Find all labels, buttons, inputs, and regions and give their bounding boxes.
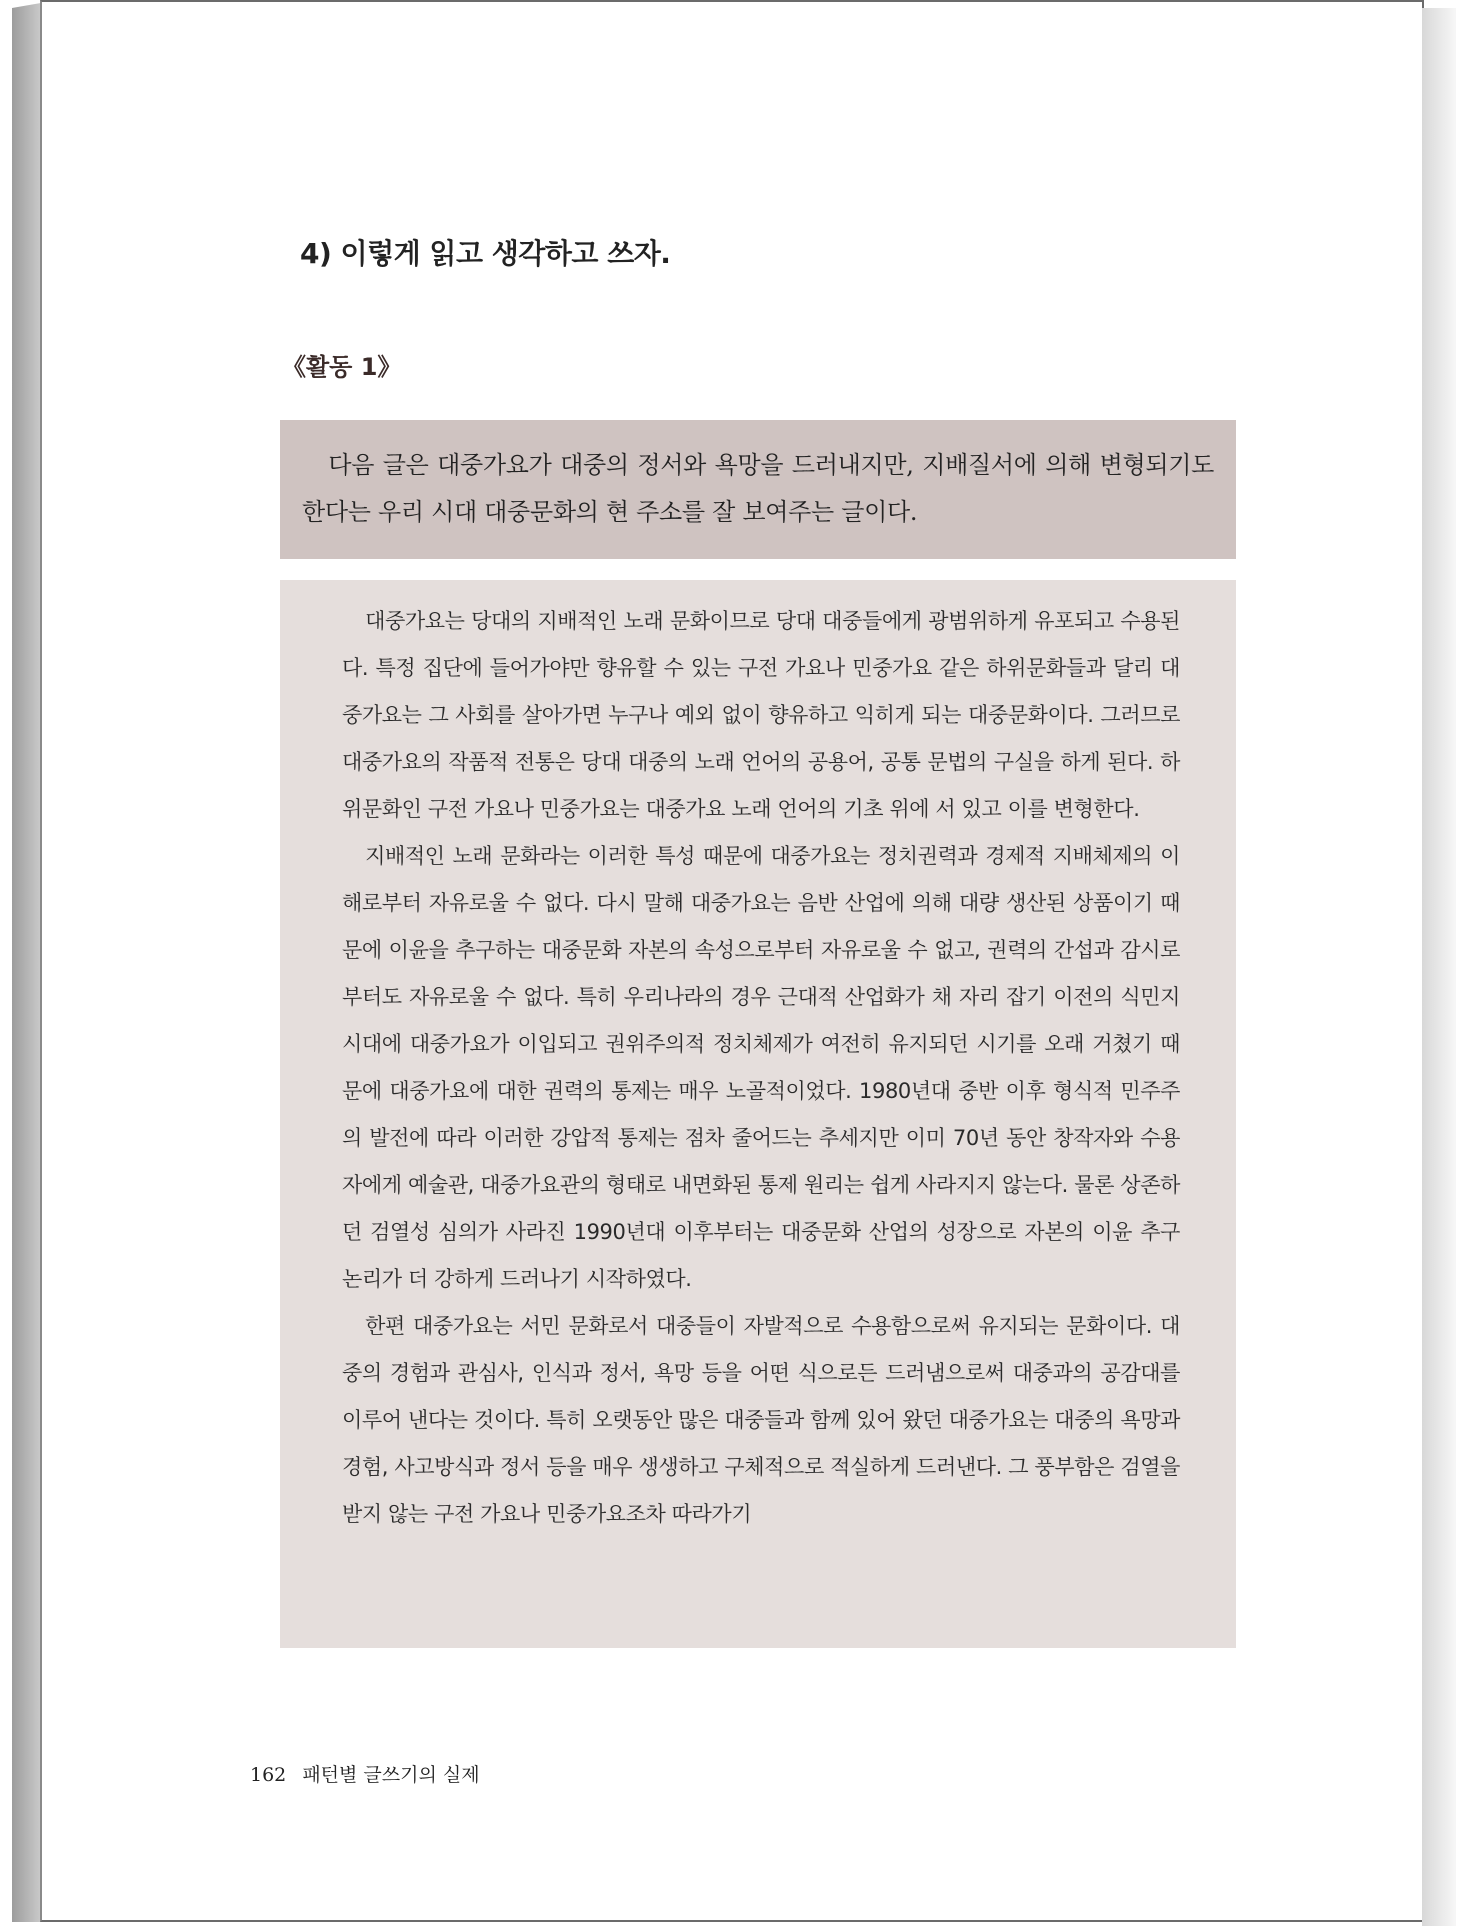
activity-label: 《활동 1》	[282, 353, 402, 381]
section-heading: 4) 이렇게 읽고 생각하고 쓰자.	[300, 237, 671, 270]
passage-paragraph: 한편 대중가요는 서민 문화로서 대중들이 자발적으로 수용함으로써 유지되는 문화이다. 대중의 경험과 관심사, 인식과 정서, 욕망 등을 어떤 식으로든 드러냄으로써 대중과의 공감대를 이루어 낸다는 것이다. 특히 오랫동안 많은 대중들과 함께 있어 왔던 대중가요는 대중의 욕망과 경험, 사고방식과 정서 등을 매우 생생하고 구체적으로 적실하게 드러낸다. 그 풍부함은 검열을 받지 않는 구전 가요나 민중가요조차 따라가기	[342, 1314, 1180, 1526]
book-title: 패턴별 글쓰기의 실제	[302, 1764, 480, 1786]
prompt-text: 다음 글은 대중가요가 대중의 정서와 욕망을 드러내지만, 지배질서에 의해 변형되기도 한다는 우리 시대 대중문화의 현 주소를 잘 보여주는 글이다.	[302, 451, 1214, 526]
page-number: 162	[250, 1764, 287, 1786]
passage-paragraph: 대중가요는 당대의 지배적인 노래 문화이므로 당대 대중들에게 광범위하게 유포되고 수용된다. 특정 집단에 들어가야만 향유할 수 있는 구전 가요나 민중가요 같은 하위문화들과 달리 대중가요는 그 사회를 살아가면 누구나 예외 없이 향유하고 익히게 되는 대중문화이다. 그러므로 대중가요의 작품적 전통은 당대 대중의 노래 언어의 공용어, 공통 문법의 구실을 하게 된다. 하위문화인 구전 가요나 민중가요는 대중가요 노래 언어의 기초 위에 서 있고 이를 변형한다.	[342, 609, 1180, 821]
reading-passage	[280, 580, 1236, 1648]
page-footer	[250, 1760, 480, 1787]
prompt-box	[280, 420, 1236, 559]
passage-paragraph: 지배적인 노래 문화라는 이러한 특성 때문에 대중가요는 정치권력과 경제적 지배체제의 이해로부터 자유로울 수 없다. 다시 말해 대중가요는 음반 산업에 의해 대량 생산된 상품이기 때문에 이윤을 추구하는 대중문화 자본의 속성으로부터 자유로울 수 없고, 권력의 간섭과 감시로부터도 자유로울 수 없다. 특히 우리나라의 경우 근대적 산업화가 채 자리 잡기 이전의 식민지 시대에 대중가요가 이입되고 권위주의적 정치체제가 여전히 유지되던 시기를 오래 거쳤기 때문에 대중가요에 대한 권력의 통제는 매우 노골적이었다. 1980년대 중반 이후 형식적 민주주의 발전에 따라 이러한 강압적 통제는 점차 줄어드는 추세지만 이미 70년 동안 창작자와 수용자에게 예술관, 대중가요관의 형태로 내면화된 통제 원리는 쉽게 사라지지 않는다. 물론 상존하던 검열성 심의가 사라진 1990년대 이후부터는 대중문화 산업의 성장으로 자본의 이윤 추구 논리가 더 강하게 드러나기 시작하였다.	[342, 844, 1180, 1291]
page-shadow	[1422, 8, 1456, 1926]
